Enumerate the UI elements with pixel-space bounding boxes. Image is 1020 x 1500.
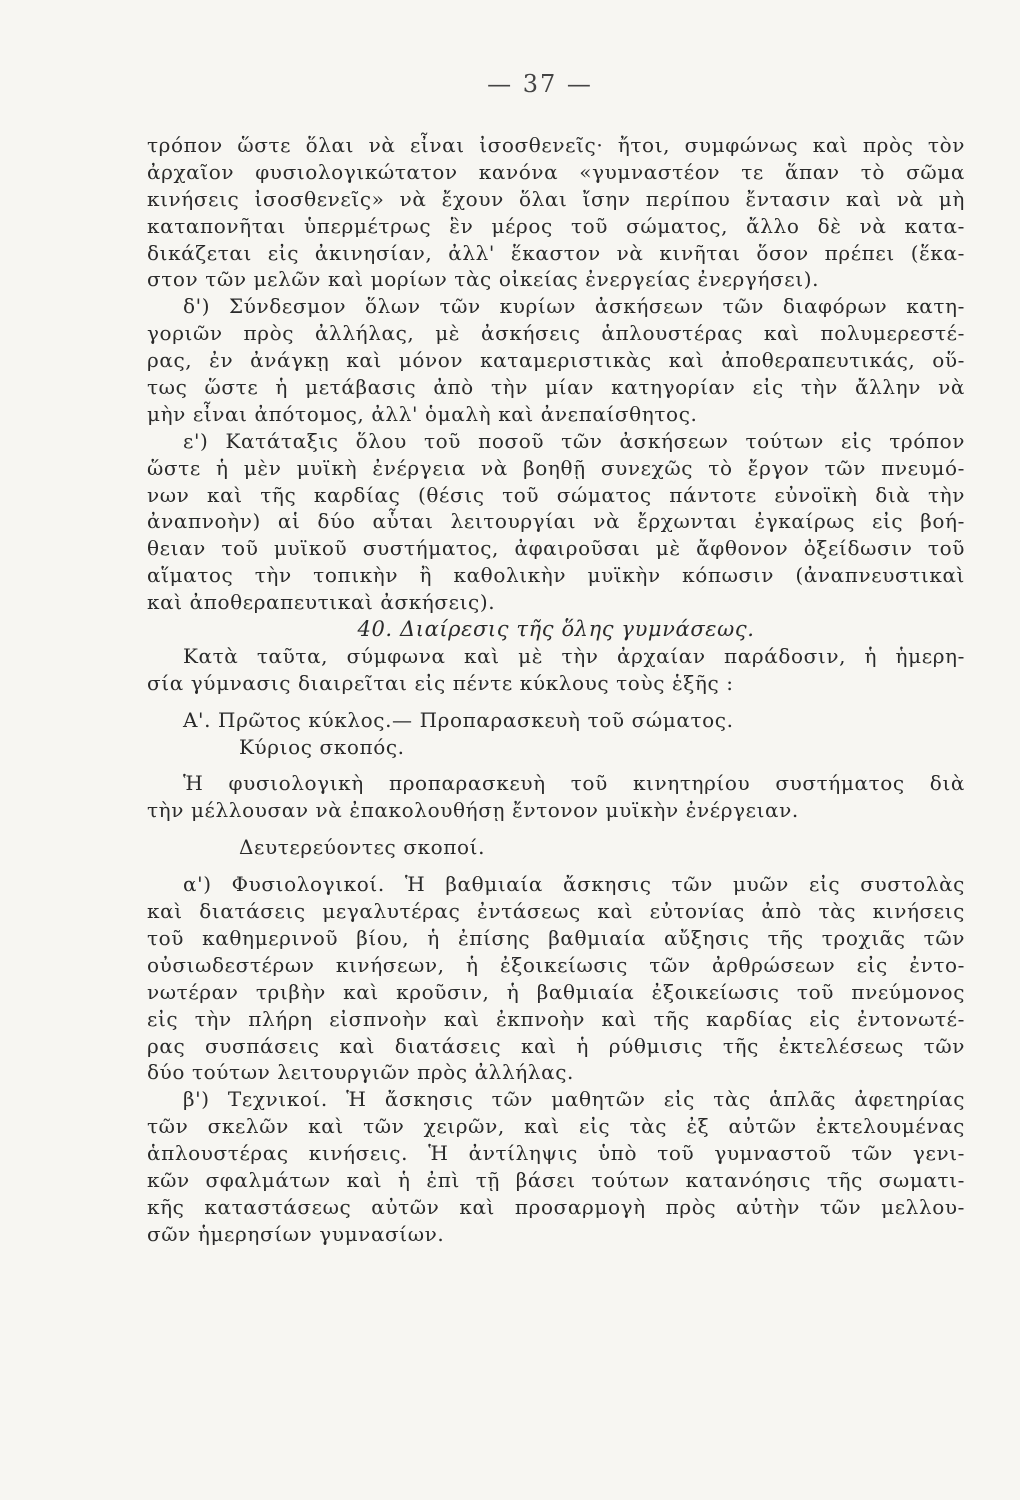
text-line: Ἡ φυσιολογικὴ προπαρασκευὴ τοῦ κινητηρίου συστήματος διὰ bbox=[183, 771, 965, 796]
text-line: καὶ ἀποθεραπευτικαὶ ἀσκήσεις). bbox=[147, 590, 496, 615]
secondary-aims-label: Δευτερεύοντες σκοποί. bbox=[239, 835, 486, 860]
text-line: τρόπον ὥστε ὅλαι νὰ εἶναι ἰσοσθενεῖς· ἤτοι, συμφώνως καὶ πρὸς τὸν bbox=[147, 133, 965, 157]
text-line: κῆς καταστάσεως αὐτῶν καὶ προσαρμογὴ πρὸς αὐτὴν τῶν μελλου- bbox=[147, 1194, 965, 1219]
text-line: αἵματος τὴν τοπικὴν ἢ καθολικὴν μυϊκὴν κόπωσιν (ἀναπνευστικαὶ bbox=[147, 563, 965, 588]
paragraph-block-a bbox=[147, 132, 965, 616]
text-line: νων καὶ τῆς καρδίας (θέσις τοῦ σώματος πάντοτε εὐνοϊκὴ διὰ τὴν bbox=[147, 482, 965, 507]
text-line: ἀρχαῖον φυσιολογικώτατον κανόνα «γυμναστέον τε ἅπαν τὸ σῶμα bbox=[147, 159, 965, 184]
text-line: οὐσιωδεστέρων κινήσεων, ἡ ἐξοικείωσις τῶν ἀρθρώσεων εἰς ἐντο- bbox=[147, 952, 965, 977]
text-line: ρας, ἐν ἀνάγκῃ καὶ μόνον καταμεριστικὰς καὶ ἀποθεραπευτικάς, οὕ- bbox=[147, 348, 965, 373]
cycle-label: Α'. Πρῶτος κύκλος.— Προπαρασκευὴ τοῦ σώματος. bbox=[183, 707, 734, 732]
text-line: τοῦ καθημερινοῦ βίου, ἡ ἐπίσης βαθμιαία αὔξησις τῆς τροχιᾶς τῶν bbox=[147, 925, 965, 950]
text-line: εἰς τὴν πλήρη εἰσπνοὴν καὶ ἐκπνοὴν καὶ τῆς καρδίας εἰς ἐντονωτέ- bbox=[147, 1006, 965, 1031]
text-line: τῶν σκελῶν καὶ τῶν χειρῶν, καὶ εἰς τὰς ἐξ αὐτῶν ἐκτελουμένας bbox=[147, 1114, 965, 1139]
text-line: ἁπλουστέρας κινήσεις. Ἡ ἀντίληψις ὑπὸ τοῦ γυμναστοῦ τῶν γενι- bbox=[147, 1141, 965, 1166]
text-line: θειαν τοῦ μυϊκοῦ συστήματος, ἀφαιροῦσαι μὲ ἄφθονον ὀξείδωσιν τοῦ bbox=[147, 536, 965, 561]
text-line: καταπονῆται ὑπερμέτρως ἓν μέρος τοῦ σώματος, ἄλλο δὲ νὰ κατα- bbox=[147, 213, 965, 238]
paragraph-block-b bbox=[147, 643, 965, 697]
page-number: — 37 — bbox=[487, 70, 593, 98]
text-line: τὴν μέλλουσαν νὰ ἐπακολουθήσῃ ἔντονον μυϊκὴν ἐνέργειαν. bbox=[147, 798, 799, 823]
text-line: ε') Κατάταξις ὅλου τοῦ ποσοῦ τῶν ἀσκήσεων τούτων εἰς τρόπον bbox=[183, 428, 965, 453]
text-line: κινήσεις ἰσοσθενεῖς» νὰ ἔχουν ὅλαι ἴσην περίπου ἔντασιν καὶ νὰ μὴ bbox=[147, 186, 965, 211]
text-line: δικάζεται εἰς ἀκινησίαν, ἀλλ' ἕκαστον νὰ κινῆται ὅσον πρέπει (ἕκα- bbox=[147, 240, 965, 265]
main-aim-label: Κύριος σκοπός. bbox=[239, 734, 405, 759]
page-body bbox=[147, 132, 965, 1248]
text-line: καὶ διατάσεις μεγαλυτέρας ἐντάσεως καὶ εὐτονίας ἀπὸ τὰς κινήσεις bbox=[147, 899, 965, 924]
text-line: β') Τεχνικοί. Ἡ ἄσκησις τῶν μαθητῶν εἰς τὰς ἁπλᾶς ἀφετηρίας bbox=[183, 1087, 965, 1112]
paragraph-block-d bbox=[147, 871, 965, 1247]
text-line: γοριῶν πρὸς ἀλλήλας, μὲ ἀσκήσεις ἁπλουστέρας καὶ πολυμερεστέ- bbox=[147, 321, 965, 346]
text-line: ὥστε ἡ μὲν μυϊκὴ ἐνέργεια νὰ βοηθῇ συνεχῶς τὸ ἔργον τῶν πνευμό- bbox=[147, 455, 965, 480]
text-line: α') Φυσιολογικοί. Ἡ βαθμιαία ἄσκησις τῶν μυῶν εἰς συστολὰς bbox=[183, 872, 965, 897]
text-line: Κατὰ ταῦτα, σύμφωνα καὶ μὲ τὴν ἀρχαίαν παράδοσιν, ἡ ἡμερη- bbox=[183, 643, 965, 668]
text-line: δύο τούτων λειτουργιῶν πρὸς ἀλλήλας. bbox=[147, 1060, 574, 1085]
text-line: ἀναπνοὴν) αἱ δύο αὗται λειτουργίαι νὰ ἔρχωνται ἐγκαίρως εἰς βοή- bbox=[147, 509, 965, 534]
text-line: τως ὥστε ἡ μετάβασις ἀπὸ τὴν μίαν κατηγορίαν εἰς τὴν ἄλλην νὰ bbox=[147, 375, 965, 400]
text-line: σῶν ἡμερησίων γυμνασίων. bbox=[147, 1221, 445, 1246]
text-line: κῶν σφαλμάτων καὶ ἡ ἐπὶ τῇ βάσει τούτων κατανόησις τῆς σωματι- bbox=[147, 1167, 965, 1192]
section-heading: 40. Διαίρεσις τῆς ὅλης γυμνάσεως. bbox=[357, 617, 755, 642]
text-line: ρας συσπάσεις καὶ διατάσεις καὶ ἡ ρύθμισις τῆς ἐκτελέσεως τῶν bbox=[147, 1033, 965, 1058]
text-line: δ') Σύνδεσμον ὅλων τῶν κυρίων ἀσκήσεων τῶν διαφόρων κατη- bbox=[183, 294, 965, 319]
text-line: νωτέραν τριβὴν καὶ κροῦσιν, ἡ βαθμιαία ἐξοικείωσις τοῦ πνεύμονος bbox=[147, 979, 965, 1004]
text-line: μὴν εἶναι ἀπότομος, ἀλλ' ὁμαλὴ καὶ ἀνεπαίσθητος. bbox=[147, 401, 698, 426]
text-line: στον τῶν μελῶν καὶ μορίων τὰς οἰκείας ἐνεργείας ἐνεργήσει). bbox=[147, 267, 820, 292]
text-line: σία γύμνασις διαιρεῖται εἰς πέντε κύκλους τοὺς ἑξῆς : bbox=[147, 670, 734, 695]
paragraph-block-c bbox=[147, 770, 965, 824]
